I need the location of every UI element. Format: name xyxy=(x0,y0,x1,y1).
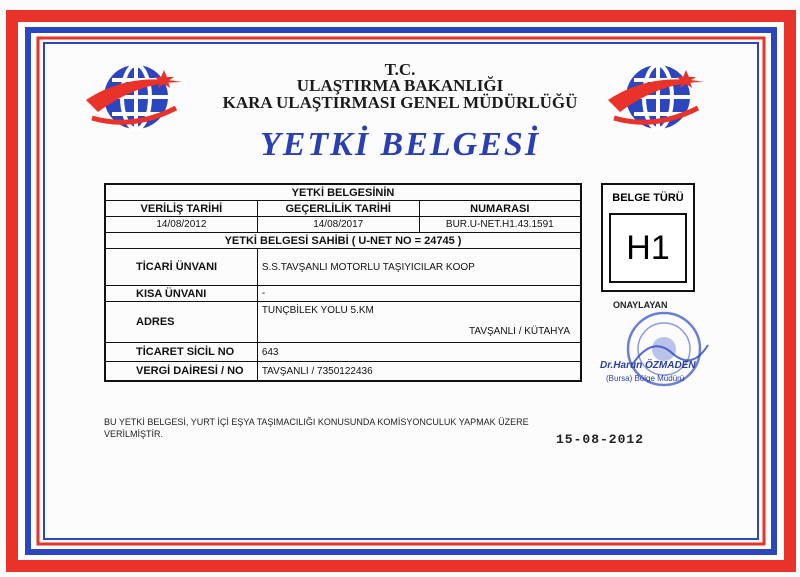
section-title: YETKİ BELGESİNİN xyxy=(105,184,581,201)
address-line-2: TAVŞANLI / KÜTAHYA xyxy=(469,326,570,337)
col-header-validity-date: GEÇERLİLİK TARİHİ xyxy=(257,201,419,217)
row-label-address: ADRES xyxy=(105,302,257,343)
row-label-short-name: KISA ÜNVANI xyxy=(105,286,257,302)
document-type-label: BELGE TÜRÜ xyxy=(612,192,684,204)
row-label-trade-name: TİCARİ ÜNVANI xyxy=(105,249,257,286)
approver-label: ONAYLAYAN xyxy=(613,300,668,310)
col-header-issue-date: VERİLİŞ TARİHİ xyxy=(105,201,257,217)
issue-date-value: 14/08/2012 xyxy=(105,217,257,233)
validity-date-value: 14/08/2017 xyxy=(257,217,419,233)
col-header-number: NUMARASI xyxy=(419,201,581,217)
row-label-tax-office: VERGİ DAİRESİ / NO xyxy=(105,362,257,382)
certificate-table xyxy=(104,183,582,382)
address-line-1: TUNÇBİLEK YOLU 5.KM xyxy=(261,305,374,316)
document-type-value: H1 xyxy=(609,213,687,283)
document-type-box xyxy=(601,183,695,292)
header-directorate: KARA ULAŞTIRMASI GENEL MÜDÜRLÜĞÜ xyxy=(222,93,578,112)
row-value-registry-no: 643 xyxy=(257,343,581,362)
approver-name: Dr.Harun ÖZMADEN xyxy=(600,360,696,371)
stamp-date: 15-08-2012 xyxy=(556,432,645,447)
row-value-short-name: - xyxy=(257,286,581,302)
row-value-tax-office: TAVŞANLI / 7350122436 xyxy=(257,362,581,382)
number-value: BUR.U-NET.H1.43.1591 xyxy=(419,217,581,233)
owner-title: YETKİ BELGESİ SAHİBİ ( U-NET NO = 24745 ) xyxy=(105,233,581,249)
footer-statement: BU YETKİ BELGESİ, YURT İÇİ EŞYA TAŞIMACILIĞI KONUSUNDA KOMİSYONCULUK YAPMAK ÜZERE VERİLMİŞTİR. xyxy=(104,417,529,439)
row-value-trade-name: S.S.TAVŞANLI MOTORLU TAŞIYICILAR KOOP xyxy=(257,249,581,286)
row-label-registry-no: TİCARET SİCİL NO xyxy=(105,343,257,362)
row-value-address xyxy=(257,302,581,343)
header-ministry: ULAŞTIRMA BAKANLIĞI xyxy=(296,76,504,95)
header-tc: T.C. xyxy=(384,60,416,79)
document-title: YETKİ BELGESİ xyxy=(259,126,541,163)
approver-title: (Bursa) Bölge Müdürü xyxy=(606,374,685,383)
